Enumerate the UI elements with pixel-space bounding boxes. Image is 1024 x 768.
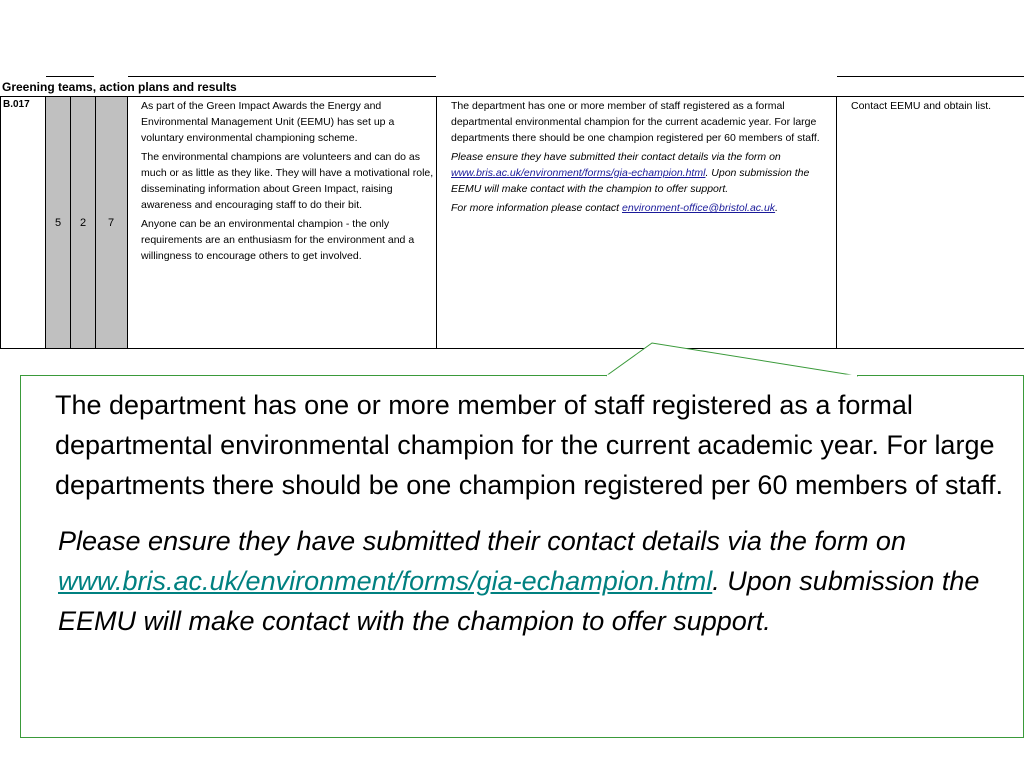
callout-text (55, 385, 1020, 657)
callout-main: The department has one or more member of staff registered as a formal departmental environmental champion for the current academic year. For large departments there should be one champion registered per 60 members of staff. (55, 390, 1004, 500)
callout-ensure-prefix: Please ensure they have submitted their contact details via the form on (58, 526, 906, 556)
score-3: 7 (107, 217, 115, 229)
eemu-email-link[interactable]: environment-office@bristol.ac.uk (622, 202, 776, 214)
criteria-ensure-suffix: . Upon submission the EEMU will make contact with the champion to offer support. (451, 167, 810, 195)
evidence-cell: Contact EEMU and obtain list. (851, 100, 992, 112)
description-paragraph: Anyone can be an environmental champion - the only requirements are an enthusiasm for the environment and a willingness to encourage others to get involved. (141, 218, 415, 262)
description-paragraph: The environmental champions are volunteers and can do as much or as little as they like. They will have a motivational role, disseminating information about Green Impact, raising awareness and encouraging staff to do their bit. (141, 151, 434, 211)
section-title: Greening teams, action plans and results (2, 80, 237, 94)
criteria-main: The department has one or more member of staff registered as a formal departmental environmental champion for the current academic year. For large departments there should be one champion registered per 60 members of staff. (451, 100, 820, 144)
echampion-form-link[interactable]: www.bris.ac.uk/environment/forms/gia-echampion.html (451, 167, 706, 179)
score-1: 5 (54, 217, 62, 229)
criteria-info-suffix: . (775, 202, 778, 214)
callout-ensure-suffix: . Upon submission the EEMU will make contact with the champion to offer support. (58, 566, 980, 636)
criteria-ensure-prefix: Please ensure they have submitted their contact details via the form on (451, 151, 781, 163)
callout-ensure (58, 521, 1020, 641)
callout-form-link[interactable]: www.bris.ac.uk/environment/forms/gia-echampion.html (58, 566, 713, 596)
description-paragraph: As part of the Green Impact Awards the Energy and Environmental Management Unit (EEMU) has set up a voluntary environmental championing scheme. (141, 100, 395, 144)
criteria-info-prefix: For more information please contact (451, 202, 620, 214)
criteria-code: B.017 (3, 99, 30, 110)
score-2: 2 (79, 217, 87, 229)
